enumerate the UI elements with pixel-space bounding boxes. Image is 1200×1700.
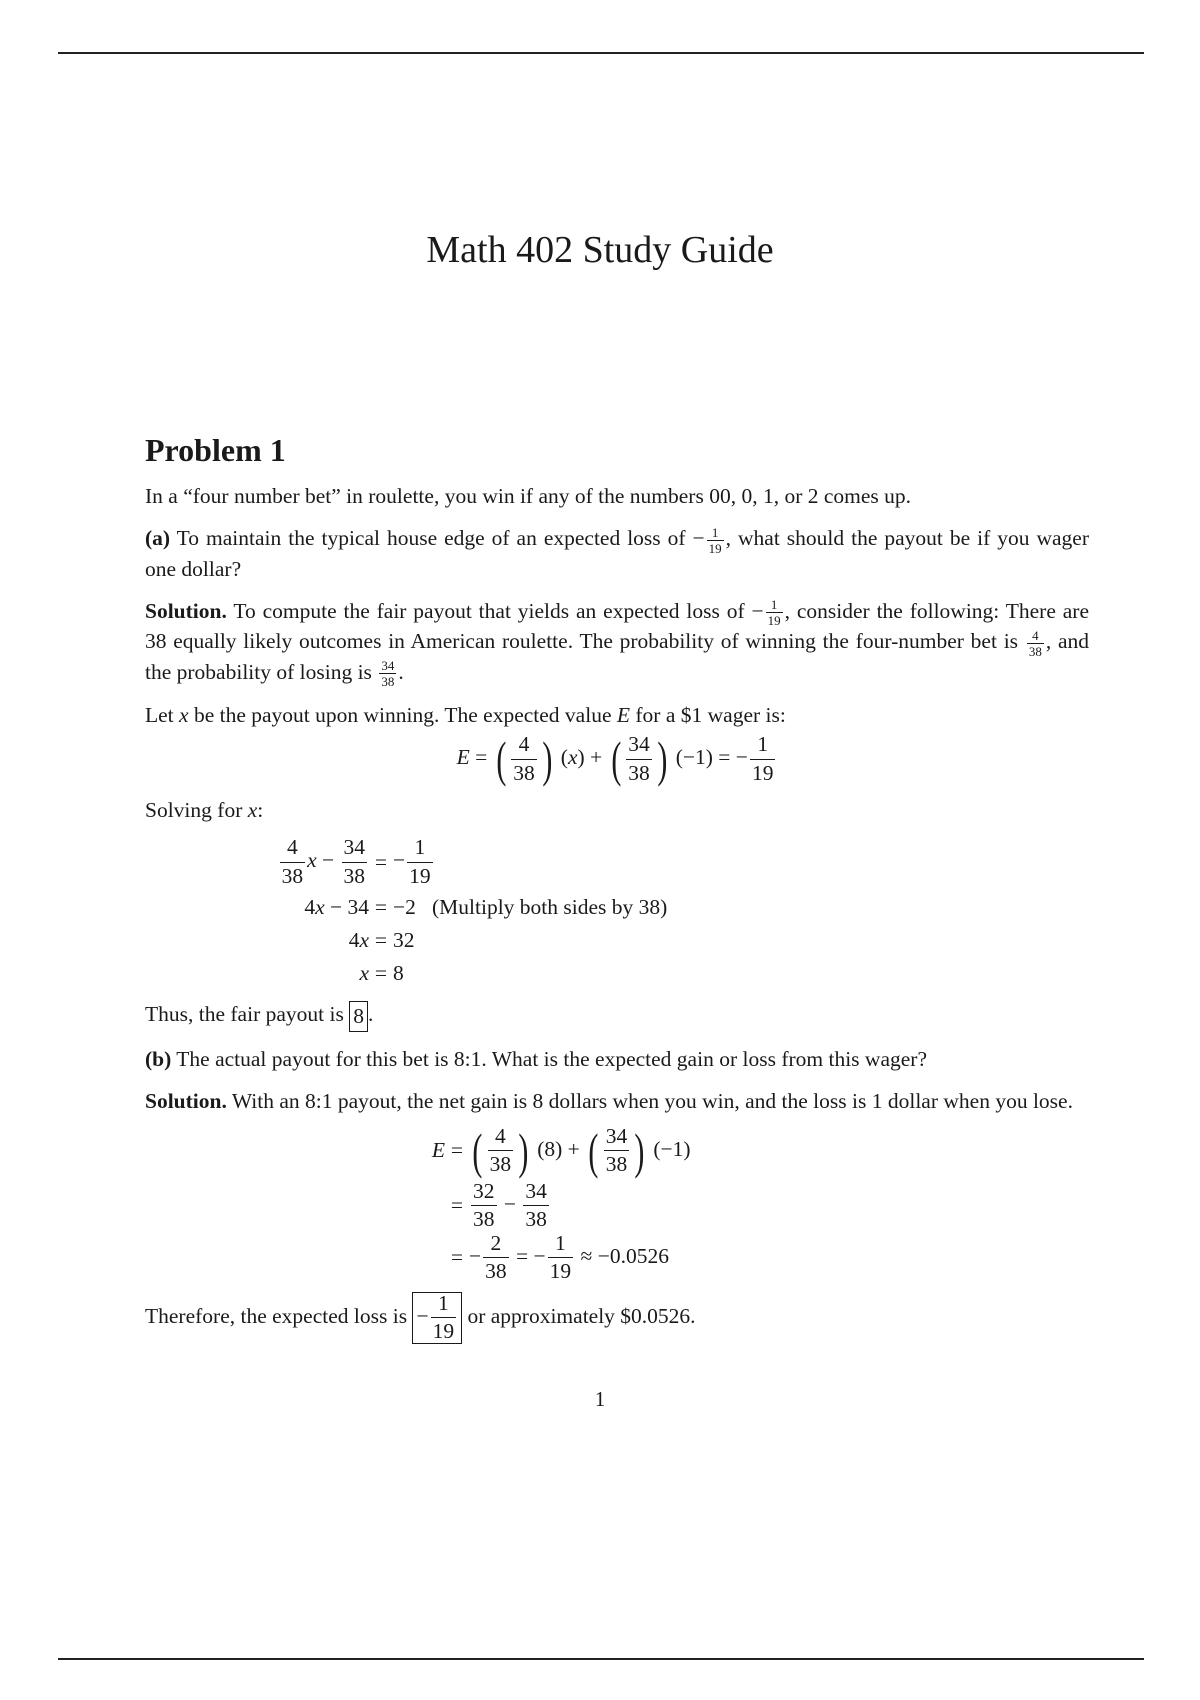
part-a-label: (a) xyxy=(145,526,171,550)
fair-payout-line: Thus, the fair payout is 8 . xyxy=(145,1000,1089,1032)
problem-heading: Problem 1 xyxy=(145,432,286,468)
document-title: Math 402 Study Guide xyxy=(426,229,774,271)
multiply-note: (Multiply both sides by 38) xyxy=(432,895,668,920)
fraction: $\frac{1}{19}$ xyxy=(708,524,722,556)
bottom-rule xyxy=(58,1658,1144,1660)
top-rule xyxy=(58,52,1144,54)
conclusion-line: Therefore, the expected loss is − $\frac{1}{19}$ or approximately $0.0526. xyxy=(145,1290,696,1344)
fraction: $\frac{4}{38}$ xyxy=(1028,627,1042,659)
document-body xyxy=(145,430,1089,1357)
solving-steps: $\frac{4}{38}$ x − $\frac{34}{38}$ = − $\frac{1}{19}$ 4x − 34 = −2 (Multiply both sides by 38) 4x = 32 x = 8 xyxy=(281,835,668,986)
solving-for-line: Solving for x: xyxy=(145,798,264,823)
fraction: $\frac{34}{38}$ xyxy=(381,658,395,690)
fraction: $\frac{1}{19}$ xyxy=(767,597,781,629)
fair-payout-answer-box: 8 xyxy=(349,1001,368,1032)
expected-loss-derivation: E = ( $\frac{4}{38}$ ) (8) + ( $\frac{34}{38}$ ) (−1) = $\frac{32}{38}$ − $\frac{34}{38}$ = − $\frac{2}{38}$ = − $\frac{1}{19}$ ≈ −0.0526 xyxy=(431,1122,691,1284)
expected-value-equation: E = ( $\frac{4}{38}$ ) (x) + ( $\frac{34}{38}$ ) (−1) = − $\frac{1}{19}$ xyxy=(456,731,774,788)
solution-a: Solution. To compute the fair payout that yields an expected loss of − $\frac{1}{19}$ , consider the following: There are 38 equally likely outcomes in American roulette. The probability of winning the four-number bet is $\frac{4}{38}$ , and the probability of losing is $\frac{34}{38}$ . xyxy=(145,597,1089,690)
solution-label: Solution. xyxy=(145,598,227,623)
part-a-question: (a) To maintain the typical house edge of an expected loss of − $\frac{1}{19}$ , what should the payout be if you wager one dollar? xyxy=(145,524,1089,581)
approx-value: ≈ −0.0526 xyxy=(580,1243,669,1268)
expected-loss-answer-box: − $\frac{1}{19}$ xyxy=(412,1292,462,1344)
problem-intro: In a “four number bet” in roulette, you win if any of the numbers 00, 0, 1, or 2 comes up. xyxy=(145,484,912,508)
let-x-line: Let x be the payout upon winning. The expected value E for a $1 wager is: xyxy=(145,703,786,728)
solution-label: Solution. xyxy=(145,1088,227,1113)
part-b-question: (b) The actual payout for this bet is 8:1. What is the expected gain or loss from this wager? xyxy=(145,1046,927,1071)
page-number: 1 xyxy=(594,1387,606,1411)
solution-b: Solution. With an 8:1 payout, the net gain is 8 dollars when you win, and the loss is 1 dollar when you lose. xyxy=(145,1088,1073,1113)
part-b-label: (b) xyxy=(145,1046,172,1071)
